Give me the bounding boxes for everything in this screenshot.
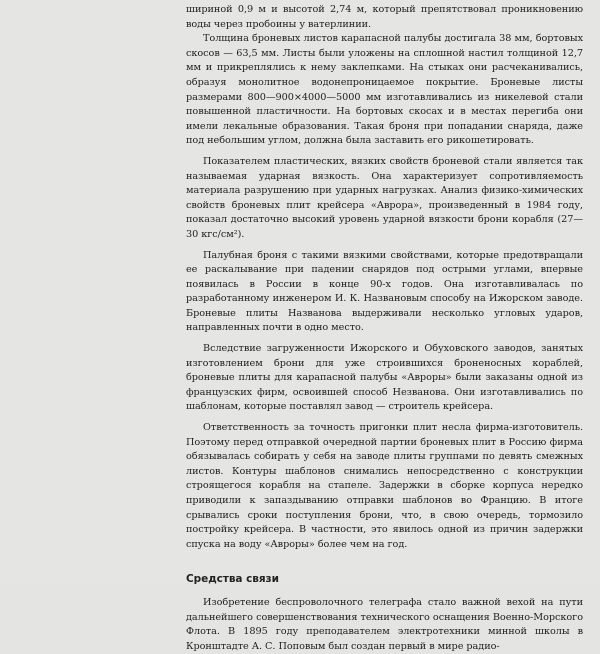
text-column	[186, 3, 583, 654]
paragraph-deck-armor: Палубная броня с такими вязкими свойствами, которые предотвращали ее раскалывание при падении снарядов под острыми углами, впервые появилась в России в конце 90-х годов. Она изготавливалась по разработанному инженером И. К. Названовым способу на Ижорском заводе. Броневые плиты Названова выдерживали несколько угловых ударов, направленных почти в одно место.	[186, 249, 583, 334]
section-heading: Средства связи	[186, 573, 279, 586]
paragraph-continuation: шириной 0,9 м и высотой 2,74 м, который препятствовал проникновению воды через пробоины у ватерлинии.	[186, 4, 583, 30]
paragraph-communications: Изобретение беспроволочного телеграфа стало важной вехой на пути дальнейшего совершенствования технического оснащения Военно-Морского Флота. В 1895 году преподавателем электротехники минной школы в Кронштадте А. С. Поповым был создан первый в мире радио-	[186, 596, 583, 652]
paragraph-armor-thickness: Толщина броневых листов карапасной палубы достигала 38 мм, бортовых скосов — 63,5 мм. Листы были уложены на сплошной настил толщиной 12,7 мм и прикреплялись к нему заклепками. На стыках они расчеканивались, образуя монолитное водонепроницаемое покрытие. Броневые листы размерами 800—900×4000—5000 мм изготавливались из никелевой стали повышенной пластичности. На бортовых скосах и в местах перегиба они имели лекальные образования. Такая броня при попадании снаряда, даже под небольшим углом, должна была заставить его рикошетировать.	[186, 33, 583, 147]
paragraph-impact-toughness: Показателем пластических, вязких свойств броневой стали является так называемая ударная вязкость. Она характеризует сопротивляемость материала разрушению при ударных нагрузках. Анализ физико-химических свойств броневых плит крейсера «Аврора», произведенный в 1984 году, показал достаточно высокий уровень ударной вязкости брони корабля (27—30 кгс/см²).	[186, 155, 583, 240]
paragraph-french-firm: Вследствие загруженности Ижорского и Обуховского заводов, занятых изготовлением брони для уже строившихся броненосных кораблей, броневые плиты для карапасной палубы «Авроры» были заказаны одной из французских фирм, освоившей способ Незванова. Они изготавливались по шаблонам, которые поставлял завод — строитель крейсера.	[186, 343, 583, 413]
paragraph-responsibility: Ответственность за точность пригонки плит несла фирма-изготовитель. Поэтому перед отправкой очередной партии броневых плит в Россию фирма обязывалась собирать у себя на заводе плиты группами по девять смежных листов. Контуры шаблонов снимались непосредственно с конструкции строящегося корабля на стапеле. Задержки в сборке корпуса нередко приводили к запаздыванию отправки шаблонов во Францию. В итоге срывались сроки поступления брони, что, в свою очередь, тормозило постройку крейсера. В частности, это явилось одной из причин задержки спуска на воду «Авроры» более чем на год.	[186, 422, 583, 550]
